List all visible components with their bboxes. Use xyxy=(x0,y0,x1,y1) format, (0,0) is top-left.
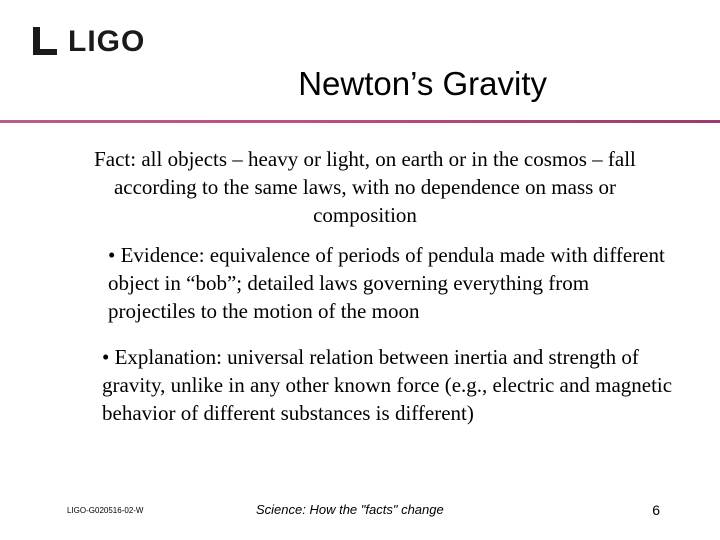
footer-doc-id: LIGO-G020516-02-W xyxy=(67,506,144,515)
bullet-evidence: • Evidence: equivalence of periods of pendula made with different object in “bob”; detailed laws governing everything from projectiles to the motion of the moon xyxy=(108,243,665,323)
footer-title: Science: How the "facts" change xyxy=(256,502,444,517)
title-divider xyxy=(0,120,720,123)
bullet-explanation: • Explanation: universal relation between inertia and strength of gravity, unlike in any other known force (e.g., electric and magnetic behavior of different substances is different) xyxy=(102,345,673,425)
slide-title: Newton’s Gravity xyxy=(298,65,547,102)
page-number: 6 xyxy=(652,502,660,518)
ligo-logo xyxy=(28,22,145,62)
logo-text: LIGO xyxy=(68,25,146,58)
fact-paragraph: Fact: all objects – heavy or light, on earth or in the cosmos – fall according to the same laws, with no dependence on mass or composition xyxy=(94,147,636,227)
ligo-l-shape-icon xyxy=(28,24,64,60)
